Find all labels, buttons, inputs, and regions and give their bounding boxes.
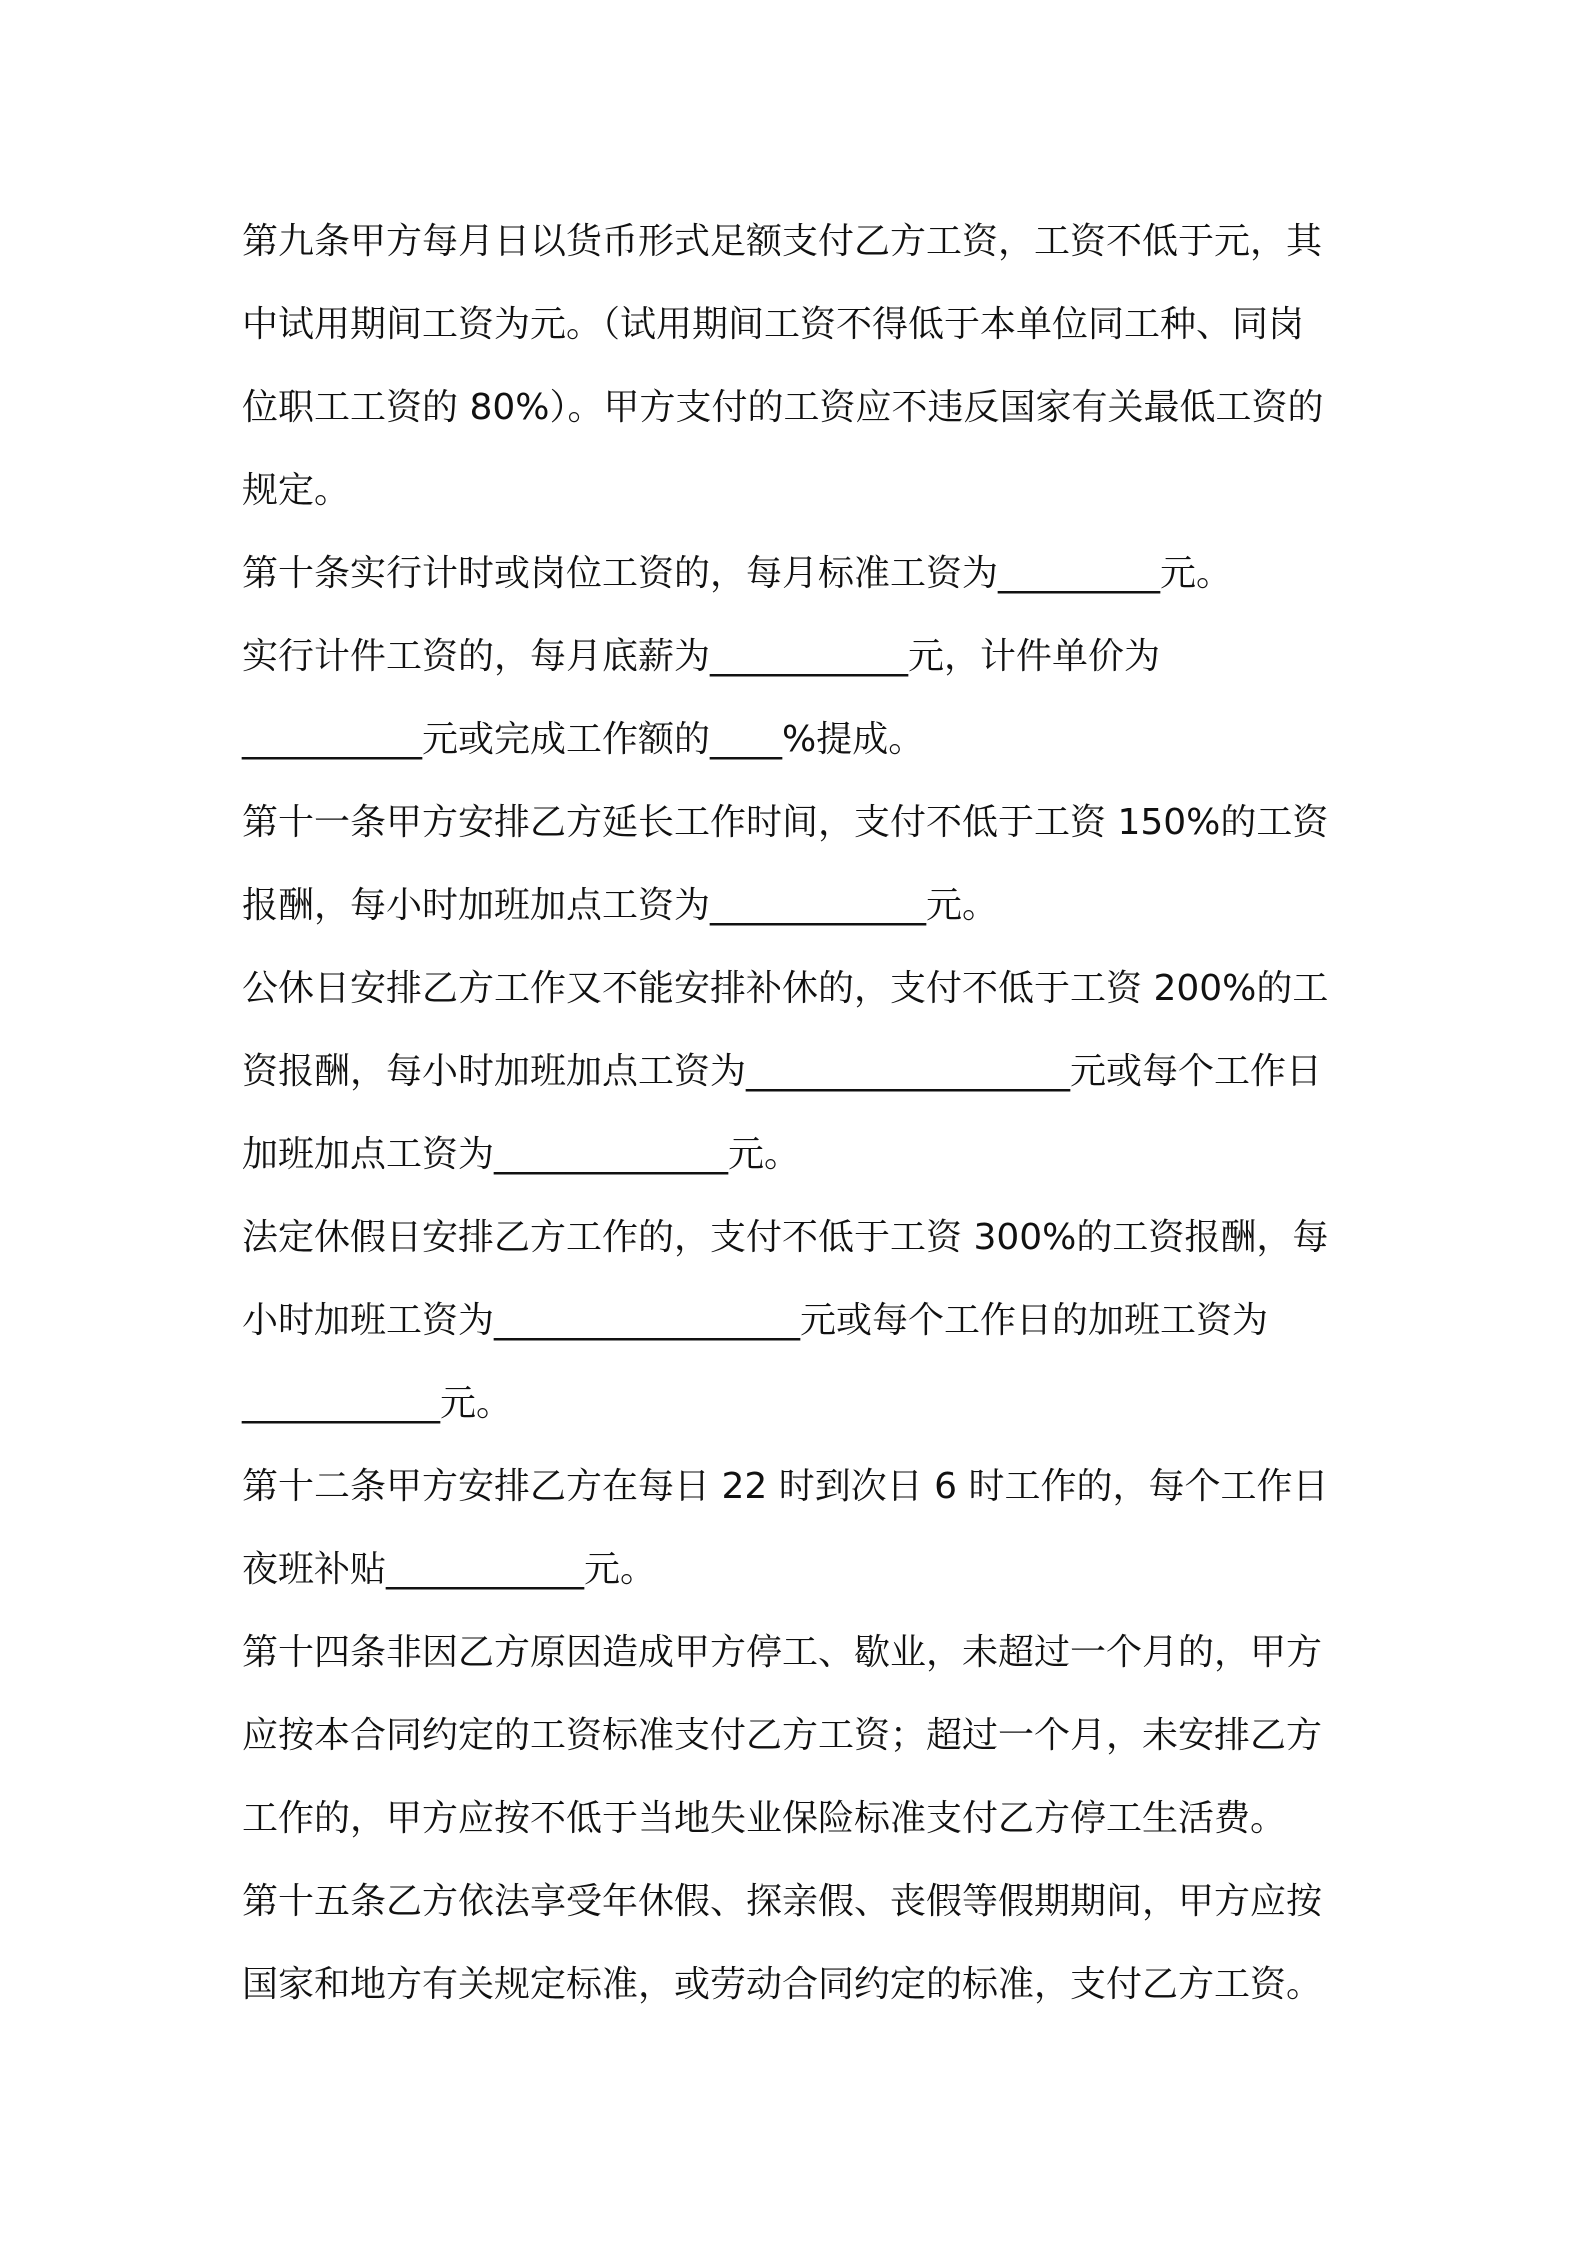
text-line: 加班加点工资为_____________元。: [242, 1134, 801, 1175]
article-12: [242, 1445, 1360, 1611]
article-11-holiday: [242, 1196, 1360, 1445]
article-9: [242, 200, 1360, 532]
text-line: 第十五条乙方依法享受年休假、探亲假、丧假等假期期间，甲方应按: [242, 1881, 1323, 1922]
document-page: [242, 200, 1360, 2026]
text-line: 第十一条甲方安排乙方延长工作时间，支付不低于工资 150%的工资: [242, 802, 1329, 843]
text-line: 第九条甲方每月日以货币形式足额支付乙方工资，工资不低于元，其: [242, 221, 1323, 262]
text-line: 实行计件工资的，每月底薪为___________元，计件单价为: [242, 636, 1161, 677]
text-line: __________元或完成工作额的____%提成。: [242, 719, 925, 760]
text-line: 法定休假日安排乙方工作的，支付不低于工资 300%的工资报酬，每: [242, 1217, 1329, 1258]
text-line: 应按本合同约定的工资标准支付乙方工资；超过一个月，未安排乙方: [242, 1715, 1323, 1756]
article-15: [242, 1860, 1360, 2026]
article-11: [242, 781, 1360, 947]
text-line: 国家和地方有关规定标准，或劳动合同约定的标准，支付乙方工资。: [242, 1964, 1323, 2005]
article-10: [242, 532, 1360, 615]
text-line: 夜班补贴___________元。: [242, 1549, 657, 1590]
article-11-rest-day: [242, 947, 1360, 1196]
text-line: 中试用期间工资为元。（试用期间工资不得低于本单位同工种、同岗: [242, 304, 1305, 345]
text-line: 第十四条非因乙方原因造成甲方停工、歇业，未超过一个月的，甲方: [242, 1632, 1323, 1673]
text-line: 小时加班工资为_________________元或每个工作日的加班工资为: [242, 1300, 1269, 1341]
text-line: 资报酬，每小时加班加点工资为__________________元或每个工作日: [242, 1051, 1323, 1092]
text-line: 位职工工资的 80%）。甲方支付的工资应不违反国家有关最低工资的: [242, 387, 1324, 428]
text-line: 工作的，甲方应按不低于当地失业保险标准支付乙方停工生活费。: [242, 1798, 1287, 1839]
text-line: 规定。: [242, 470, 351, 511]
text-line: 公休日安排乙方工作又不能安排补休的，支付不低于工资 200%的工: [242, 968, 1329, 1009]
text-line: 报酬，每小时加班加点工资为____________元。: [242, 885, 999, 926]
article-10-piecework: [242, 615, 1360, 781]
text-line: 第十条实行计时或岗位工资的，每月标准工资为_________元。: [242, 553, 1233, 594]
text-line: ___________元。: [242, 1383, 513, 1424]
text-line: 第十二条甲方安排乙方在每日 22 时到次日 6 时工作的，每个工作日: [242, 1466, 1329, 1507]
article-14: [242, 1611, 1360, 1860]
